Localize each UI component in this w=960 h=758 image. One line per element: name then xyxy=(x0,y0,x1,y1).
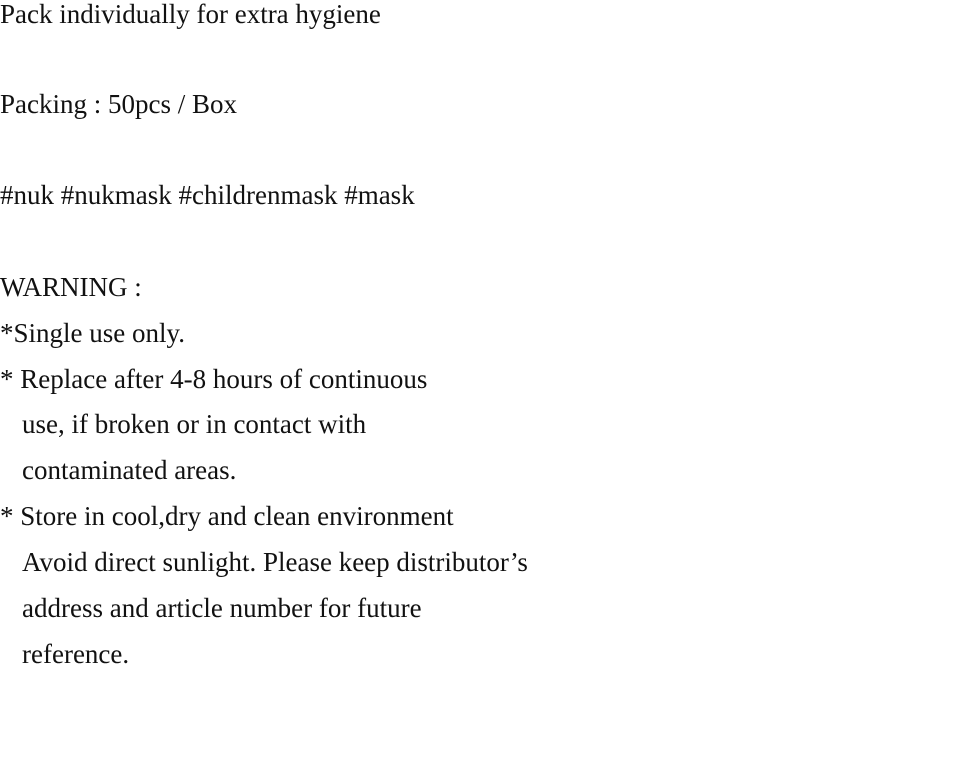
warning-item-store-cont-1: Avoid direct sunlight. Please keep distributor’s xyxy=(22,547,528,577)
warning-item-replace: * Replace after 4-8 hours of continuous xyxy=(0,364,428,394)
warning-item-store: * Store in cool,dry and clean environment xyxy=(0,501,454,531)
warning-item-store-cont-2: address and article number for future xyxy=(22,593,422,623)
warning-heading: WARNING : xyxy=(0,272,142,302)
warning-item-replace-cont-1: use, if broken or in contact with xyxy=(22,409,367,439)
warning-item-single-use: *Single use only. xyxy=(0,318,185,348)
pack-individually-text: Pack individually for extra hygiene xyxy=(0,0,381,29)
warning-item-replace-cont-2: contaminated areas. xyxy=(22,455,237,485)
warning-item-store-cont-3: reference. xyxy=(22,639,130,669)
hashtags-text: #nuk #nukmask #childrenmask #mask xyxy=(0,180,415,210)
packing-text: Packing : 50pcs / Box xyxy=(0,89,237,119)
